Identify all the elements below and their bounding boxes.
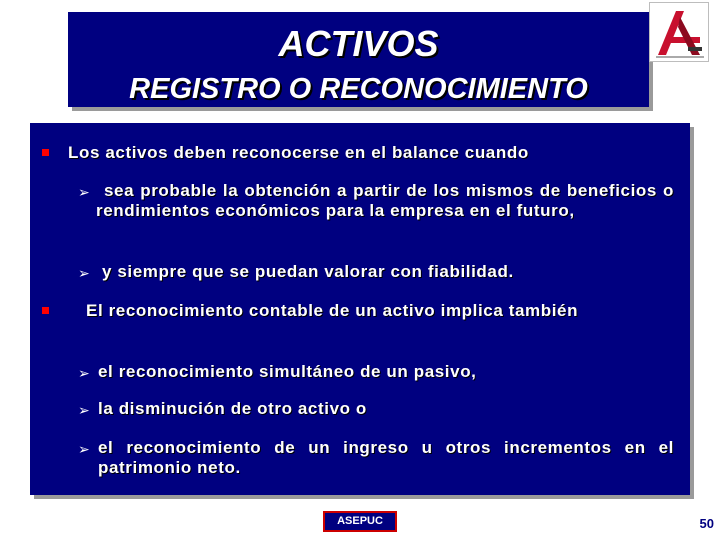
content-panel bbox=[30, 123, 690, 495]
square-bullet-icon bbox=[42, 307, 49, 314]
square-bullet-icon bbox=[42, 149, 49, 156]
list-item: el reconocimiento simultáneo de un pasivo, bbox=[98, 362, 477, 381]
arrow-bullet-icon: ➢ bbox=[78, 365, 90, 381]
list-item: la disminución de otro activo o bbox=[98, 399, 367, 418]
list-item: y siempre que se puedan valorar con fiabilidad. bbox=[102, 262, 514, 281]
arrow-bullet-icon: ➢ bbox=[78, 184, 90, 200]
asepuc-logo-icon bbox=[649, 2, 709, 62]
page-title: ACTIVOS bbox=[278, 23, 439, 64]
title-banner bbox=[68, 12, 649, 107]
page-number: 50 bbox=[699, 516, 714, 531]
page-subtitle: REGISTRO O RECONOCIMIENTO bbox=[129, 73, 588, 105]
arrow-bullet-icon: ➢ bbox=[78, 265, 90, 281]
paragraph-2: El reconocimiento contable de un activo implica también bbox=[86, 301, 579, 320]
asepuc-badge: ASEPUC bbox=[323, 511, 397, 532]
arrow-bullet-icon: ➢ bbox=[78, 441, 90, 457]
arrow-bullet-icon: ➢ bbox=[78, 402, 90, 418]
list-item: el reconocimiento de un ingreso u otros incrementos en el patrimonio neto. bbox=[98, 438, 674, 477]
paragraph-1: Los activos deben reconocerse en el balance cuando bbox=[68, 143, 529, 162]
list-item: sea probable la obtención a partir de los mismos de beneficios o rendimientos económicos para la empresa en el futuro, bbox=[96, 181, 674, 220]
